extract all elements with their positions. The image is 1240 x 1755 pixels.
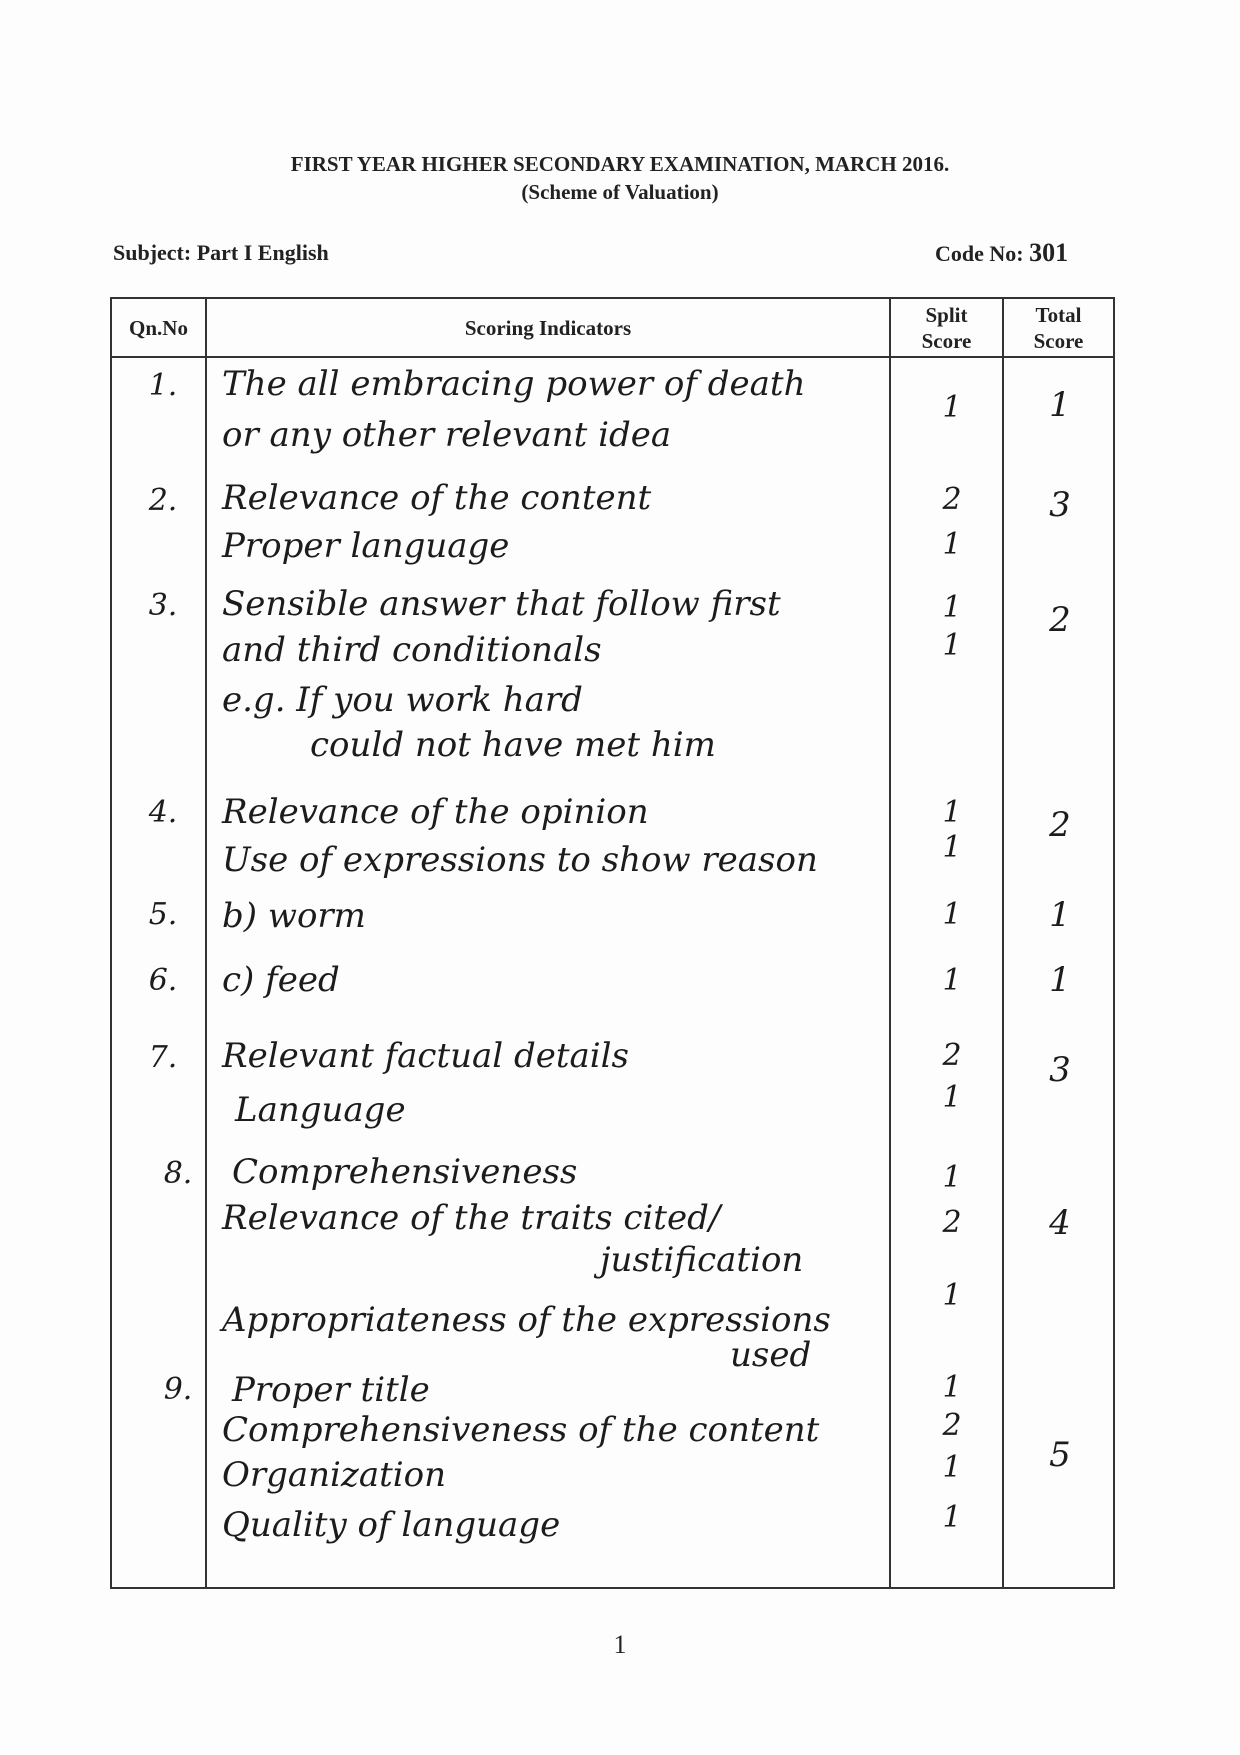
total-score: 3	[1049, 485, 1071, 525]
indicator-line: or any other relevant idea	[222, 415, 672, 455]
indicator-line: justification	[600, 1240, 804, 1280]
question-number: 6.	[148, 963, 178, 998]
split-score: 1	[942, 1278, 962, 1313]
header-split-line2: Score	[921, 329, 972, 353]
table-left-border	[110, 297, 112, 1589]
split-score: 1	[942, 1450, 962, 1485]
column-divider-total	[1002, 297, 1004, 1589]
indicator-line: Relevance of the content	[222, 478, 652, 518]
total-score: 1	[1049, 895, 1071, 935]
question-number: 9.	[163, 1372, 193, 1407]
total-score: 2	[1049, 600, 1071, 640]
table-right-border	[1113, 297, 1115, 1589]
split-score: 2	[942, 1408, 962, 1443]
total-score: 5	[1049, 1435, 1071, 1475]
split-score: 2	[942, 482, 962, 517]
split-score: 1	[942, 1160, 962, 1195]
indicator-line: Appropriateness of the expressions	[222, 1300, 831, 1340]
indicator-line: Comprehensiveness	[232, 1152, 578, 1192]
code-value: 301	[1029, 238, 1069, 267]
indicator-line: Relevant factual details	[222, 1036, 629, 1076]
split-score: 1	[942, 1500, 962, 1535]
indicator-line: could not have met him	[310, 725, 716, 765]
question-number: 3.	[148, 588, 178, 623]
table-bottom-border	[110, 1587, 1115, 1589]
header-split	[891, 302, 1002, 354]
split-score: 1	[942, 830, 962, 865]
question-number: 2.	[148, 483, 178, 518]
header-indicators: Scoring Indicators	[464, 316, 632, 340]
question-number: 8.	[163, 1156, 193, 1191]
header-qn: Qn.No	[129, 316, 188, 340]
indicator-line: e.g. If you work hard	[222, 680, 583, 720]
header-split-line1: Split	[925, 303, 968, 327]
page-number: 1	[613, 1630, 627, 1659]
split-score: 1	[942, 963, 962, 998]
total-score: 2	[1049, 805, 1071, 845]
split-score: 1	[942, 628, 962, 663]
code-number	[935, 238, 1068, 268]
total-score: 3	[1049, 1050, 1071, 1090]
indicator-line: Proper title	[232, 1370, 430, 1410]
total-score: 1	[1049, 960, 1071, 1000]
indicator-line: b) worm	[222, 896, 366, 936]
split-score: 1	[942, 590, 962, 625]
exam-subtitle: (Scheme of Valuation)	[521, 180, 719, 204]
table-top-border	[110, 297, 1115, 299]
header-total-line2: Score	[1033, 329, 1084, 353]
split-score: 2	[942, 1038, 962, 1073]
split-score: 1	[942, 527, 962, 562]
header-total	[1004, 302, 1113, 354]
split-score: 1	[942, 795, 962, 830]
total-score: 1	[1049, 385, 1071, 425]
indicator-line: Organization	[222, 1455, 447, 1495]
question-number: 1.	[148, 368, 178, 403]
indicator-line: Sensible answer that follow first	[222, 584, 781, 624]
header-total-line1: Total	[1035, 303, 1082, 327]
indicator-line: Proper language	[222, 526, 510, 566]
indicator-line: Quality of language	[222, 1505, 561, 1545]
indicator-line: Relevance of the traits cited/	[222, 1198, 721, 1238]
split-score: 1	[942, 897, 962, 932]
indicator-line: Relevance of the opinion	[222, 792, 649, 832]
split-score: 1	[942, 1370, 962, 1405]
indicator-line: and third conditionals	[222, 630, 602, 670]
column-divider-split	[889, 297, 891, 1589]
split-score: 1	[942, 390, 962, 425]
indicator-line: Use of expressions to show reason	[222, 840, 818, 880]
indicator-line: Language	[235, 1090, 406, 1130]
split-score: 2	[942, 1205, 962, 1240]
exam-title: FIRST YEAR HIGHER SECONDARY EXAMINATION, MARCH 2016.	[290, 152, 950, 176]
question-number: 5.	[148, 897, 178, 932]
indicator-line: used	[730, 1335, 812, 1375]
header-bottom-border	[110, 356, 1115, 358]
total-score: 4	[1049, 1203, 1071, 1243]
code-label: Code No:	[935, 241, 1024, 266]
indicator-line: c) feed	[222, 960, 340, 1000]
indicator-line: Comprehensiveness of the content	[222, 1410, 820, 1450]
question-number: 7.	[148, 1040, 178, 1075]
indicator-line: The all embracing power of death	[222, 364, 806, 404]
subject-label: Subject: Part I English	[113, 240, 329, 265]
question-number: 4.	[148, 795, 178, 830]
split-score: 1	[942, 1080, 962, 1115]
